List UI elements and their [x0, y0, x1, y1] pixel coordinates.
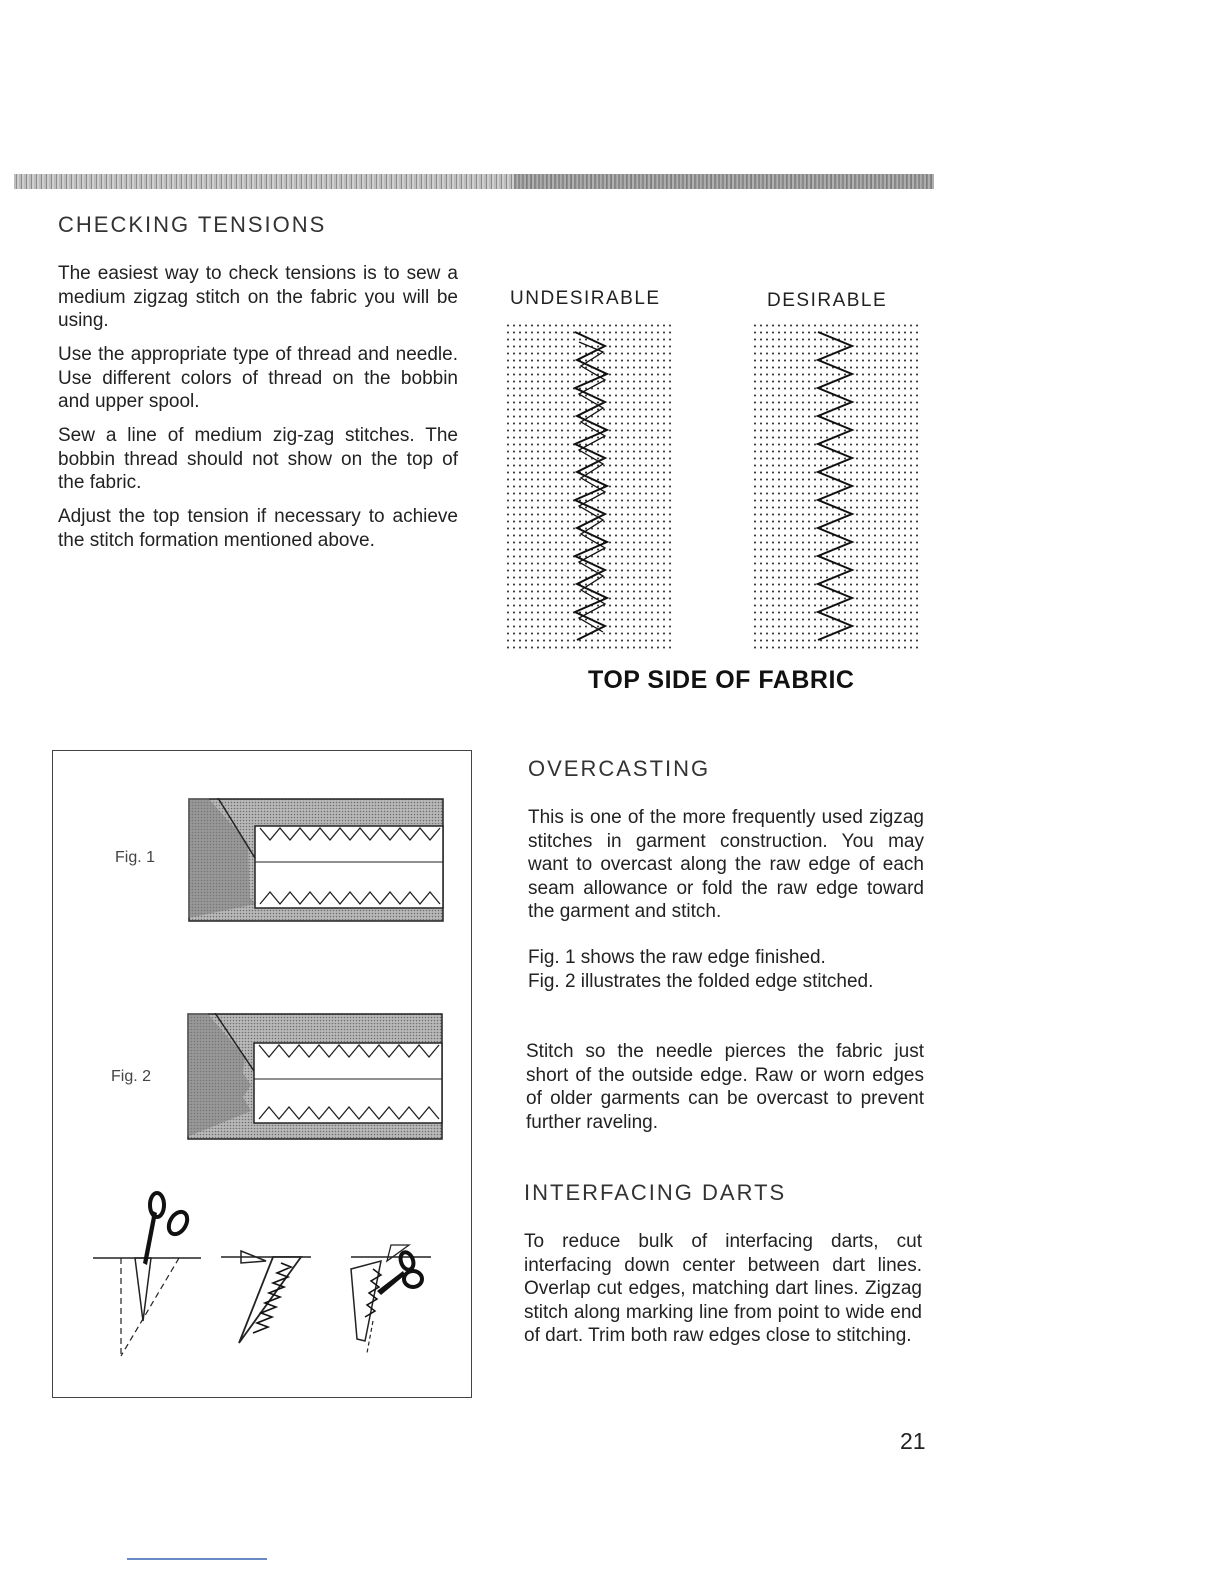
- tension-paragraph-1: The easiest way to check tensions is to sew a medium zigzag stitch on the fabric you will be using.: [58, 263, 458, 331]
- desirable-label: DESIRABLE: [767, 290, 888, 311]
- desirable-stitch-line: [752, 322, 920, 652]
- undesirable-fabric-swatch: [505, 322, 673, 652]
- fig1-label: Fig. 1: [115, 849, 156, 866]
- interfacing-darts-illustration: [91, 1191, 441, 1371]
- overcasting-title: OVERCASTING: [528, 756, 711, 781]
- header-rule: [14, 174, 934, 189]
- tension-paragraph-2: Use the appropriate type of thread and needle. Use different colors of thread on the bobbin and upper spool.: [58, 344, 458, 412]
- bottom-rule: [127, 1558, 267, 1560]
- tension-paragraph-4: Adjust the top tension if necessary to achieve the stitch formation mentioned above.: [58, 506, 458, 551]
- fig1-raw-edge-illustration: [188, 798, 444, 922]
- interfacing-darts-title: INTERFACING DARTS: [524, 1180, 787, 1205]
- tension-paragraph-3: Sew a line of medium zig-zag stitches. The bobbin thread should not show on the top of the fabric.: [58, 425, 458, 493]
- fig2-folded-edge-illustration: [187, 1013, 443, 1140]
- checking-tensions-title: CHECKING TENSIONS: [58, 212, 327, 237]
- fig2-label: Fig. 2: [111, 1068, 152, 1085]
- overcasting-fig1-note: Fig. 1 shows the raw edge finished.: [528, 947, 826, 968]
- overcast-figures-panel: [52, 750, 472, 1398]
- overcasting-paragraph-2: Stitch so the needle pierces the fabric just short of the outside edge. Raw or worn edges of older garments can be overcast to prevent further raveling.: [526, 1041, 924, 1133]
- top-side-caption: TOP SIDE OF FABRIC: [588, 666, 855, 694]
- undesirable-stitch-line: [505, 322, 673, 652]
- overcasting-paragraph-1: This is one of the more frequently used zigzag stitches in garment construction. You may want to overcast along the raw edge of each seam allowance or fold the raw edge toward the garment and stitch.: [528, 807, 924, 922]
- page-number: 21: [900, 1428, 926, 1454]
- interfacing-darts-paragraph: To reduce bulk of interfacing darts, cut interfacing down center between dart lines. Overlap cut edges, matching dart lines. Zigzag stitch along marking line from point to wide end of dart. Trim both raw edges close to stitching.: [524, 1231, 922, 1346]
- desirable-fabric-swatch: [752, 322, 920, 652]
- undesirable-label: UNDESIRABLE: [510, 288, 661, 309]
- overcasting-fig2-note: Fig. 2 illustrates the folded edge stitched.: [528, 971, 874, 992]
